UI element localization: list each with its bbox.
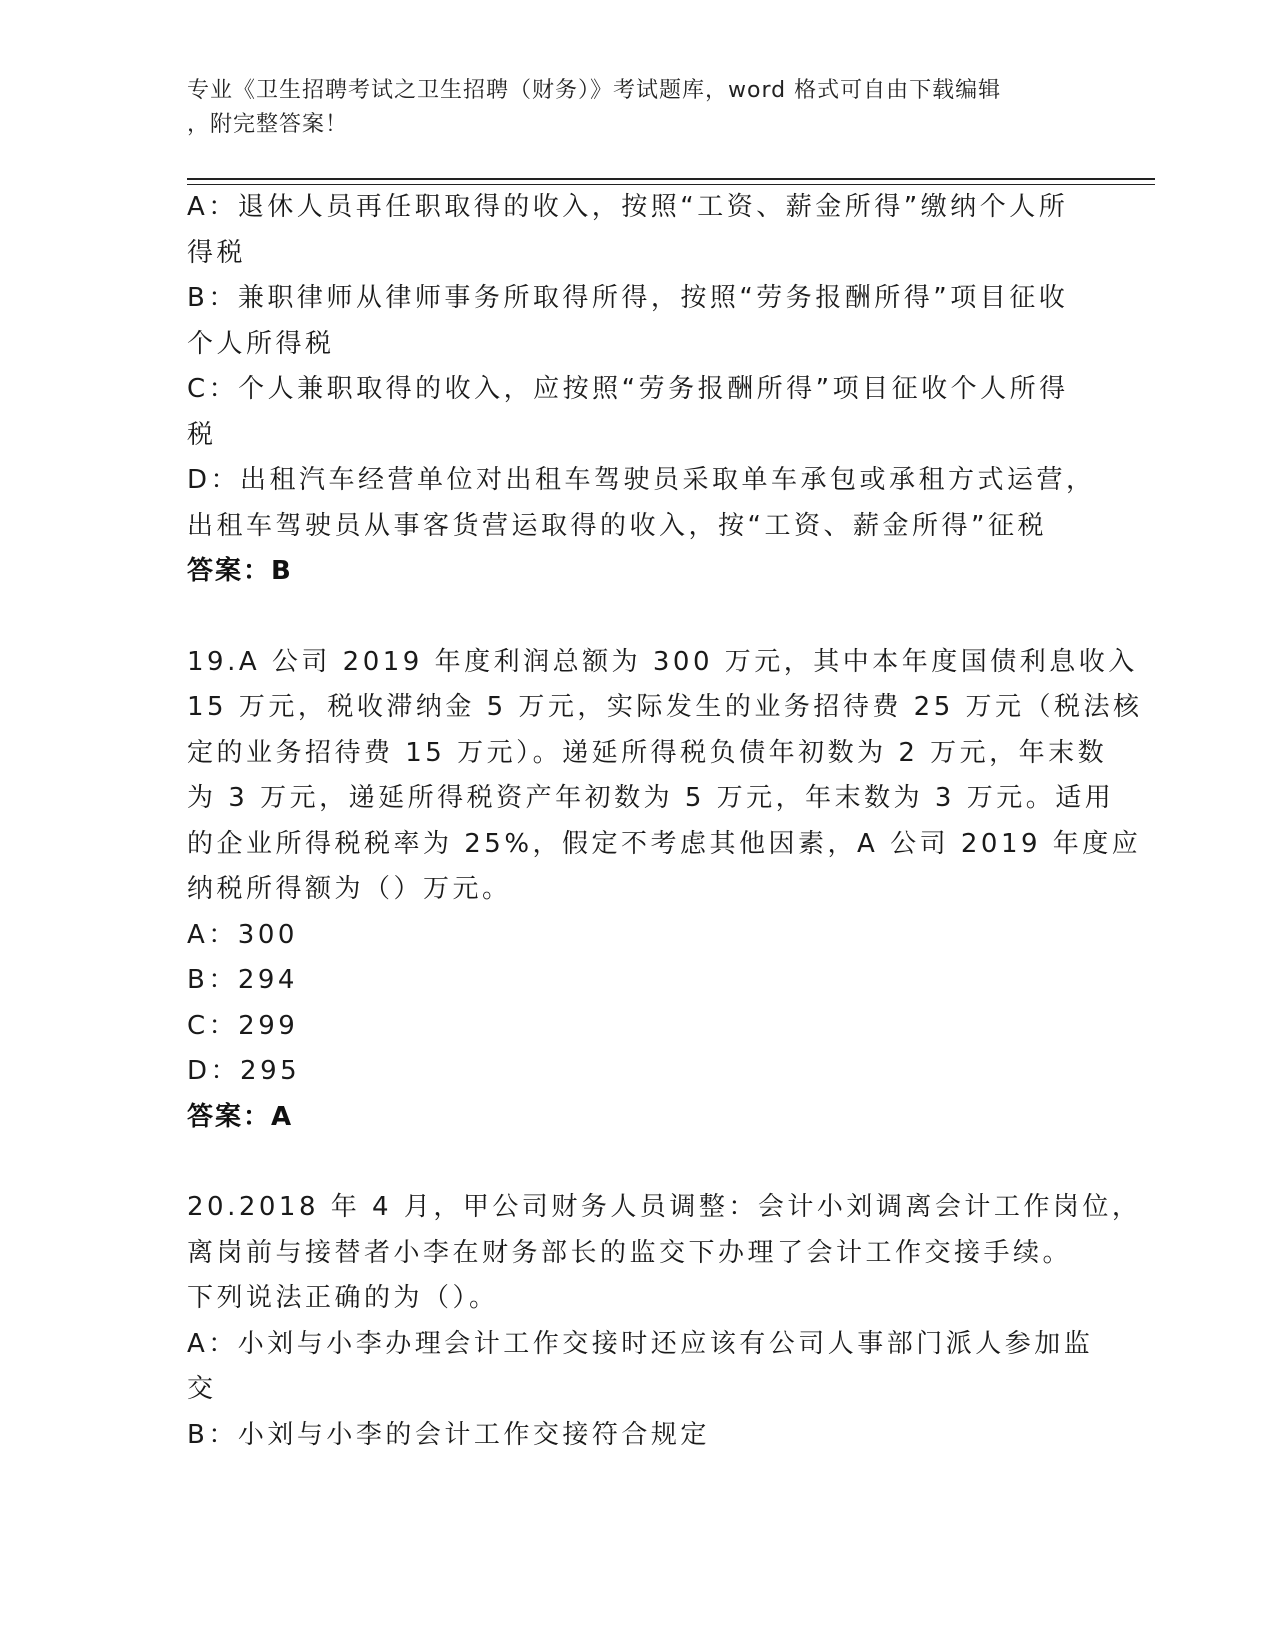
- stem-line: 的企业所得税税率为 25%，假定不考虑其他因素，A 公司 2019 年度应: [187, 828, 1142, 859]
- option-c: C：299: [187, 1010, 299, 1041]
- stem-line: 离岗前与接替者小李在财务部长的监交下办理了会计工作交接手续。: [187, 1237, 1073, 1268]
- option-line: A：退休人员再任职取得的收入，按照“工资、薪金所得”缴纳个人所: [187, 192, 1069, 222]
- answer-value: B: [271, 556, 292, 586]
- option-a: [187, 1322, 1094, 1413]
- spacer: [187, 1140, 1087, 1185]
- answer-value: A: [271, 1101, 293, 1132]
- stem-line: 20.2018 年 4 月，甲公司财务人员调整：会计小刘调离会计工作岗位，: [187, 1192, 1142, 1222]
- question-stem: [187, 640, 1143, 913]
- option-line: 个人所得税: [187, 328, 335, 359]
- option-line: B：兼职律师从律师事务所取得所得，按照“劳务报酬所得”项目征收: [187, 283, 1069, 313]
- answer: [187, 549, 1087, 595]
- answer-label: 答案：: [187, 556, 272, 586]
- option-line: B：小刘与小李的会计工作交接符合规定: [187, 1419, 710, 1450]
- page-header: [187, 74, 1067, 142]
- stem-line: 定的业务招待费 15 万元）。递延所得税负债年初数为 2 万元，年末数: [187, 737, 1108, 768]
- header-line: ，附完整答案！: [187, 112, 349, 137]
- question-18: [187, 185, 1096, 595]
- option-b: [187, 1413, 1087, 1459]
- option-line: 出租车驾驶员从事客货营运取得的收入，按“工资、薪金所得”征税: [187, 510, 1047, 541]
- stem-line: 纳税所得额为（）万元。: [187, 874, 512, 904]
- option-a: A：300: [187, 919, 298, 950]
- stem-line: 15 万元，税收滞纳金 5 万元，实际发生的业务招待费 25 万元（税法核: [187, 692, 1143, 722]
- document-body: [187, 185, 1143, 1458]
- question-stem: [187, 1185, 1142, 1322]
- header-line: 专业《卫生招聘考试之卫生招聘（财务）》考试题库，word 格式可自由下载编辑: [187, 78, 1002, 103]
- option-line: 交: [187, 1374, 217, 1404]
- answer-label: 答案：: [187, 1101, 272, 1132]
- stem-line: 下列说法正确的为（）。: [187, 1283, 499, 1313]
- header-rule: [187, 178, 1155, 180]
- option-line: 税: [187, 419, 217, 450]
- stem-line: 为 3 万元，递延所得税资产年初数为 5 万元，年末数为 3 万元。适用: [187, 783, 1115, 813]
- option-d: D：295: [187, 1056, 301, 1086]
- option-d: [187, 458, 1096, 549]
- spacer: [187, 595, 1087, 640]
- stem-line: 19.A 公司 2019 年度利润总额为 300 万元，其中本年度国债利息收入: [187, 646, 1138, 677]
- question-19: [187, 640, 1143, 1141]
- option-a: [187, 185, 1087, 276]
- option-line: A：小刘与小李办理会计工作交接时还应该有公司人事部门派人参加监: [187, 1328, 1094, 1359]
- option-b: B：294: [187, 965, 298, 995]
- option-c: [187, 367, 1087, 458]
- option-line: C：个人兼职取得的收入，应按照“劳务报酬所得”项目征收个人所得: [187, 374, 1069, 404]
- option-line: D：出租汽车经营单位对出租车驾驶员采取单车承包或承租方式运营，: [187, 465, 1096, 495]
- option-line: 得税: [187, 237, 247, 268]
- answer: [187, 1095, 1087, 1141]
- question-20: [187, 1185, 1142, 1458]
- option-b: [187, 276, 1087, 367]
